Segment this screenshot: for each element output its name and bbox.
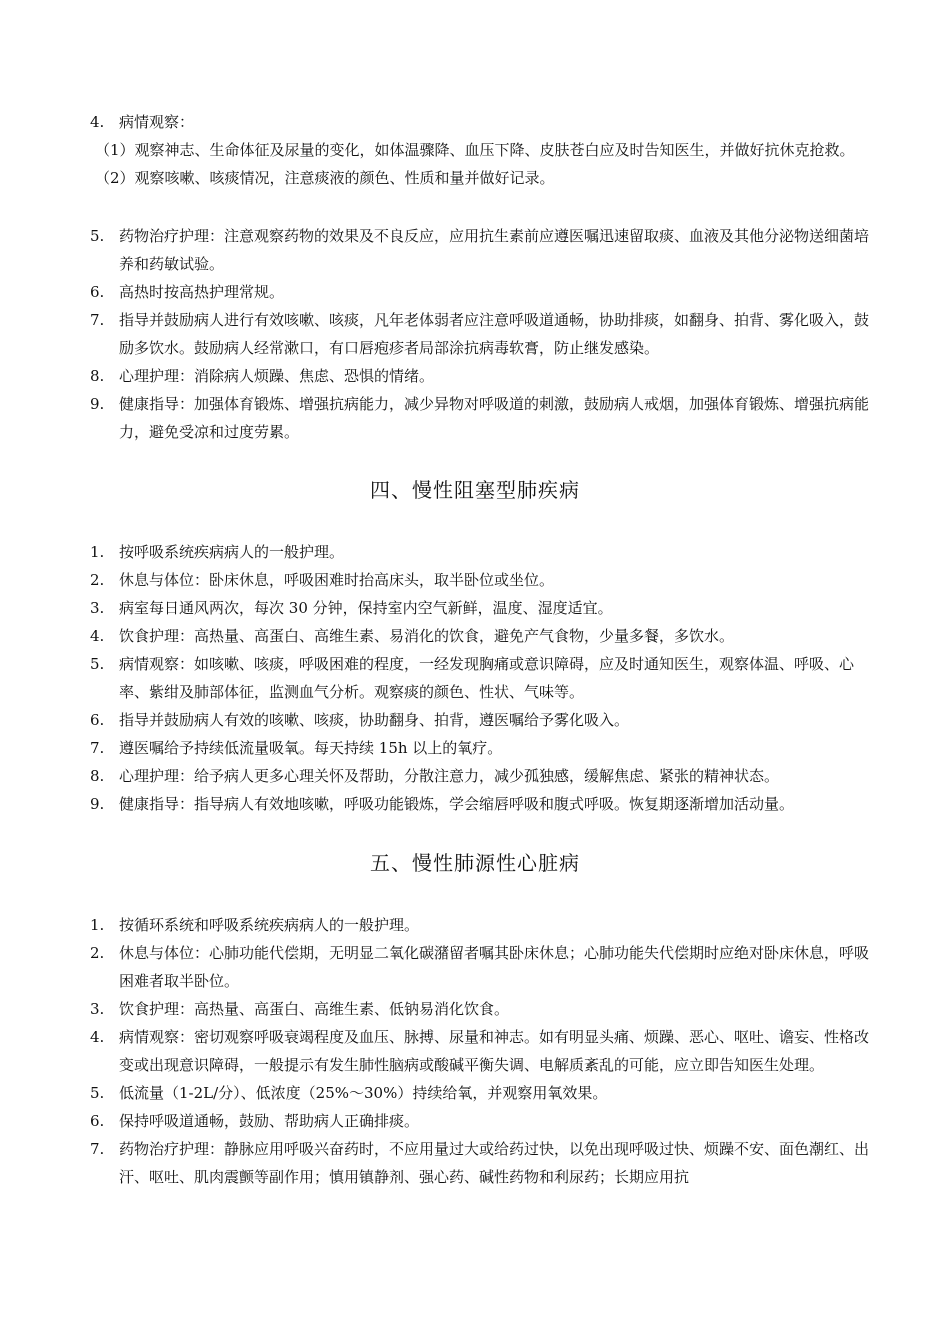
section3-sublist <box>95 136 870 192</box>
item-number: 8. <box>90 767 105 785</box>
item-text: 病情观察：如咳嗽、咳痰，呼吸困难的程度，一经发现胸痛或意识障碍，应及时通知医生，观察体温、呼吸、心率、紫绀及肺部体征，监测血气分析。观察痰的颜色、性状、气味等。 <box>119 655 855 701</box>
item-text: 休息与体位：心肺功能代偿期，无明显二氧化碳潴留者嘱其卧床休息；心肺功能失代偿期时应绝对卧床休息，呼吸困难者取半卧位。 <box>119 944 870 990</box>
list-item <box>90 939 870 995</box>
item-text: 保持呼吸道通畅，鼓励、帮助病人正确排痰。 <box>119 1112 420 1130</box>
list-item <box>90 566 870 594</box>
list-item <box>90 1079 870 1107</box>
item-number: 7. <box>90 739 105 757</box>
item-text: 指导并鼓励病人有效的咳嗽、咳痰，协助翻身、拍背，遵医嘱给予雾化吸入。 <box>119 711 630 729</box>
list-item <box>90 622 870 650</box>
item-number: 1. <box>90 543 105 561</box>
list-item <box>90 390 870 446</box>
list-item <box>90 706 870 734</box>
item-number: 5. <box>90 1084 105 1102</box>
item-number: 1. <box>90 916 105 934</box>
list-item <box>90 911 870 939</box>
item-text: 饮食护理：高热量、高蛋白、高维生素、易消化的饮食，避免产气食物，少量多餐，多饮水。 <box>119 627 735 645</box>
item-number: 9. <box>90 795 105 813</box>
sub-item-text: （2）观察咳嗽、咳痰情况，注意痰液的颜色、性质和量并做好记录。 <box>95 169 555 187</box>
section5-list <box>90 911 870 1191</box>
item-number: 3. <box>90 599 105 617</box>
item-text: 休息与体位：卧床休息，呼吸困难时抬高床头，取半卧位或坐位。 <box>119 571 555 589</box>
item-number: 4. <box>90 627 105 645</box>
sub-item <box>95 164 870 192</box>
item-number: 2. <box>90 571 105 589</box>
item-number: 7. <box>90 1140 105 1158</box>
sub-item <box>95 136 870 164</box>
item-number: 4. <box>90 113 105 131</box>
item-text: 病室每日通风两次，每次 30 分钟，保持室内空气新鲜，温度、湿度适宜。 <box>119 599 613 617</box>
item-number: 8. <box>90 367 105 385</box>
item-text: 高热时按高热护理常规。 <box>119 283 285 301</box>
sub-item-text: （1）观察神志、生命体征及尿量的变化，如体温骤降、血压下降、皮肤苍白应及时告知医生，并做好抗休克抢救。 <box>95 141 855 159</box>
item-number: 5. <box>90 655 105 673</box>
item-text: 健康指导：指导病人有效地咳嗽，呼吸功能锻炼，学会缩唇呼吸和腹式呼吸。恢复期逐渐增加活动量。 <box>119 795 795 813</box>
item-number: 7. <box>90 311 105 329</box>
list-item <box>90 594 870 622</box>
item-number: 6. <box>90 283 105 301</box>
item-text: 按循环系统和呼吸系统疾病病人的一般护理。 <box>119 916 420 934</box>
item-number: 2. <box>90 944 105 962</box>
item-text: 病情观察：密切观察呼吸衰竭程度及血压、脉搏、尿量和神志。如有明显头痛、烦躁、恶心、呕吐、谵妄、性格改变或出现意识障碍，一般提示有发生肺性脑病或酸碱平衡失调、电解质紊乱的可能，应立即告知医生处理。 <box>119 1028 870 1074</box>
section-heading: 四、慢性阻塞型肺疾病 <box>370 478 580 502</box>
item-number: 6. <box>90 711 105 729</box>
list-item <box>90 538 870 566</box>
item-text: 饮食护理：高热量、高蛋白、高维生素、低钠易消化饮食。 <box>119 1000 510 1018</box>
item-number: 3. <box>90 1000 105 1018</box>
item-text: 按呼吸系统疾病病人的一般护理。 <box>119 543 345 561</box>
item-number: 5. <box>90 227 105 245</box>
section-heading: 五、慢性肺源性心脏病 <box>370 851 580 875</box>
item-number: 4. <box>90 1028 105 1046</box>
item-text: 病情观察： <box>119 113 195 131</box>
list-item <box>90 995 870 1023</box>
item-number: 9. <box>90 395 105 413</box>
list-item <box>90 650 870 706</box>
item-text: 心理护理：给予病人更多心理关怀及帮助，分散注意力，减少孤独感，缓解焦虑、紧张的精神状态。 <box>119 767 780 785</box>
list-item <box>90 1135 870 1191</box>
item-text: 遵医嘱给予持续低流量吸氧。每天持续 15h 以上的氧疗。 <box>119 739 503 757</box>
item-text: 健康指导：加强体育锻炼、增强抗病能力，减少异物对呼吸道的刺激，鼓励病人戒烟，加强体育锻炼、增强抗病能力，避免受凉和过度劳累。 <box>119 395 870 441</box>
list-item <box>90 278 870 306</box>
list-item <box>90 1023 870 1079</box>
list-item <box>90 306 870 362</box>
item-text: 药物治疗护理：注意观察药物的效果及不良反应，应用抗生素前应遵医嘱迅速留取痰、血液及其他分泌物送细菌培养和药敏试验。 <box>119 227 870 273</box>
section3-list <box>90 108 870 136</box>
item-text: 指导并鼓励病人进行有效咳嗽、咳痰，凡年老体弱者应注意呼吸道通畅，协助排痰，如翻身、拍背、雾化吸入，鼓励多饮水。鼓励病人经常漱口，有口唇疱疹者局部涂抗病毒软膏，防止继发感染。 <box>119 311 870 357</box>
list-item <box>90 108 870 136</box>
section4-list <box>90 538 870 818</box>
list-item <box>90 790 870 818</box>
list-item <box>90 362 870 390</box>
list-item <box>90 1107 870 1135</box>
item-text: 心理护理：消除病人烦躁、焦虑、恐惧的情绪。 <box>119 367 435 385</box>
list-item <box>90 222 870 278</box>
item-text: 药物治疗护理：静脉应用呼吸兴奋药时，不应用量过大或给药过快，以免出现呼吸过快、烦躁不安、面色潮红、出汗、呕吐、肌肉震颤等副作用；慎用镇静剂、强心药、碱性药物和利尿药；长期应用抗 <box>119 1140 870 1186</box>
list-item <box>90 762 870 790</box>
item-number: 6. <box>90 1112 105 1130</box>
list-item <box>90 734 870 762</box>
section3-list-continued <box>90 222 870 446</box>
item-text: 低流量（1-2L/分）、低浓度（25%～30%）持续给氧，并观察用氧效果。 <box>119 1084 608 1102</box>
